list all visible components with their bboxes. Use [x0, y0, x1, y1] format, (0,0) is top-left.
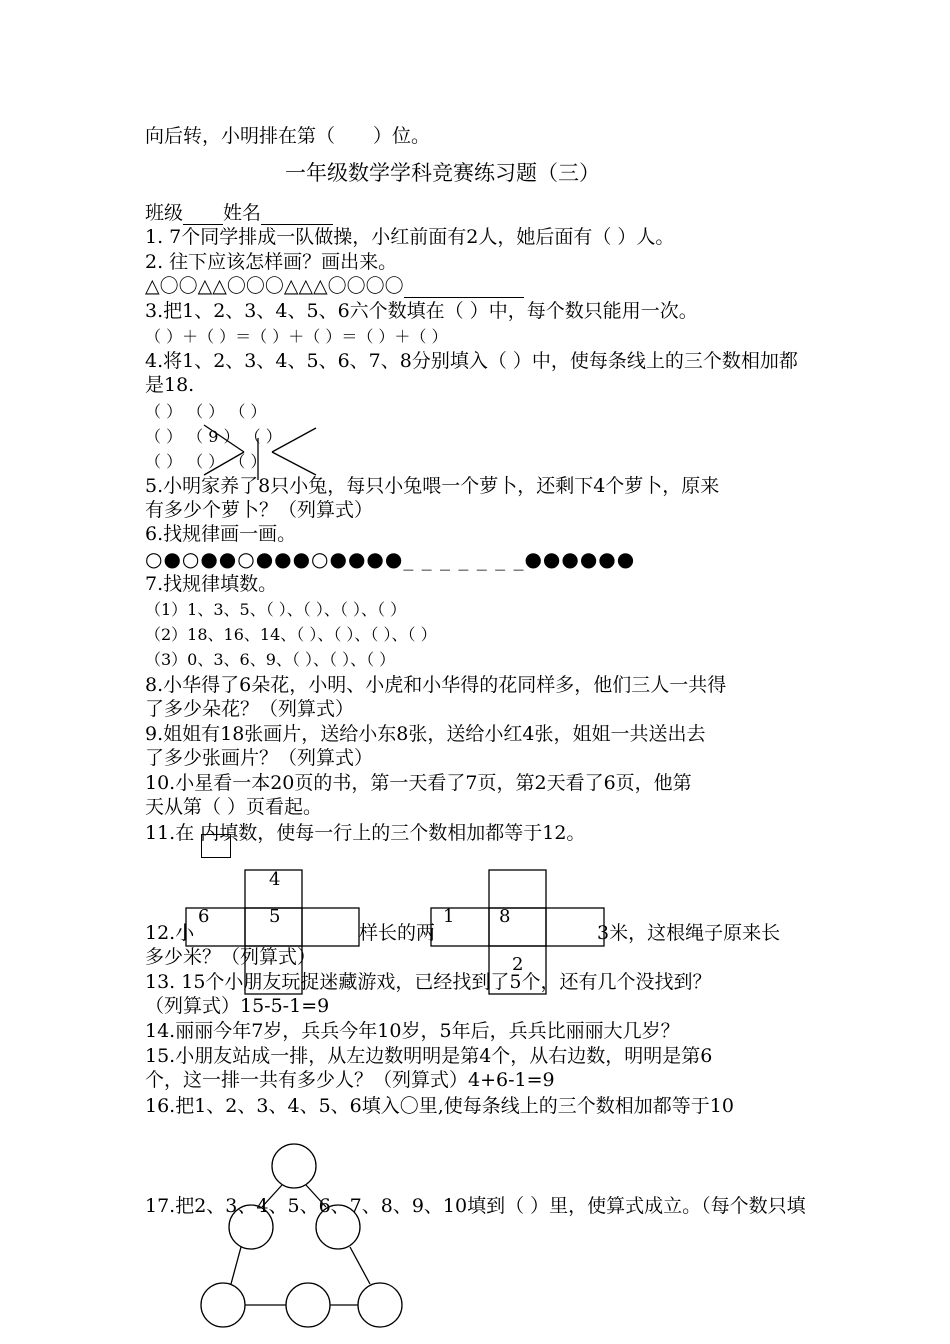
q11-text: 11.在 内填数，使每一行上的三个数相加都等于12。: [145, 822, 586, 844]
q4-row-3: （ ） （ ） （ ）: [145, 452, 267, 471]
q6-pattern-a: ○●○●●○●●●○●●●●: [145, 547, 404, 571]
q7-sub-3: （3）0、3、6、9、（ ）、（ ）、（ ）: [145, 650, 396, 669]
q7-sub-1: （1）1、3、5、（ ）、（ ）、（ ）、（ ）: [145, 600, 407, 619]
q1-text: 1. 7个同学排成一队做操，小红前面有2人，她后面有（ ）人。: [145, 226, 675, 248]
name-blank[interactable]: [261, 204, 333, 225]
cross-left-center-number: 5: [269, 906, 281, 927]
q16-circle-bottom-left: [201, 1283, 245, 1327]
q13-text-b: （列算式）15-5-1=9: [145, 995, 330, 1017]
q6-pattern-b: ●●●●●●: [524, 547, 636, 571]
q12-text-a-end: 3米，这根绳子原来长: [597, 922, 781, 944]
q7-sub-2: （2）18、16、14、（ ）、（ ）、（ ）、（ ）: [145, 625, 437, 644]
name-label: 姓名: [223, 202, 262, 224]
cross-left-left-cell: [186, 908, 245, 946]
page-title: 一年级数学学科竞赛练习题（三）: [285, 161, 600, 185]
class-blank[interactable]: [183, 204, 223, 225]
q4-text-b: 是18.: [145, 374, 195, 396]
q16-circle-top: [272, 1144, 316, 1188]
q12-text-a-start: 12.小: [145, 922, 195, 944]
q9-text-a: 9.姐姐有18张画片，送给小东8张，送给小红4张，姐姐一共送出去: [145, 723, 706, 745]
q12-text-a-mid: 样长的两: [359, 922, 436, 944]
q6-pattern-line: [145, 547, 635, 571]
q4-row-2: （ ） （ 9 ） （ ）: [145, 427, 282, 446]
cross-right-center-cell: [489, 908, 546, 946]
q10-text-a: 10.小星看一本20页的书，第一天看了7页，第2天看了6页，他第: [145, 772, 692, 794]
q4-row-1: （ ） （ ） （ ）: [145, 402, 267, 421]
q11-box-symbol: [201, 834, 231, 858]
q14-text: 14.丽丽今年7岁，兵兵今年10岁，5年后，兵兵比丽丽大几岁？: [145, 1020, 680, 1042]
q8-text-a: 8.小华得了6朵花，小明、小虎和小华得的花同样多，他们三人一共得: [145, 674, 727, 696]
cross-right-center-number: 8: [499, 906, 511, 927]
q5-text-a: 5.小明家养了8只小兔，每只小兔喂一个萝卜，还剩下4个萝卜，原来: [145, 475, 720, 497]
q6-text: 6.找规律画一画。: [145, 523, 297, 545]
q15-text-b: 个，这一排一共有多少人？（列算式）4+6-1=9: [145, 1069, 555, 1091]
q16-circle-bottom-right: [358, 1283, 402, 1327]
q3-text: 3.把1、2、3、4、5、6六个数填在（ ）中，每个数只能用一次。: [145, 300, 698, 322]
class-name-line: [145, 201, 333, 225]
q3-equation: （ ）＋（ ）＝（ ）＋（ ）＝（ ）＋（ ）: [145, 327, 448, 346]
q16-edge-4: [350, 1247, 370, 1284]
q16-edge-3: [231, 1247, 241, 1284]
q9-text-b: 了多少张画片？（列算式）: [145, 747, 374, 769]
q7-text: 7.找规律填数。: [145, 573, 278, 595]
class-label: 班级: [145, 202, 184, 224]
q15-text-a: 15.小朋友站成一排，从左边数明明是第4个，从右边数，明明是第6: [145, 1045, 713, 1067]
q4-text-a: 4.将1、2、3、4、5、6、7、8分别填入（ ）中，使每条线上的三个数相加都: [145, 350, 798, 372]
cross-left-right-cell: [302, 908, 359, 946]
q12-text-b: 多少米？（列算式）: [145, 946, 317, 968]
q8-text-b: 了多少朵花？（列算式）: [145, 698, 355, 720]
top-line: 向后转，小明排在第（ ）位。: [145, 125, 431, 147]
cross-right-left-number: 1: [443, 906, 455, 927]
q13-text-a: 13. 15个小朋友玩捉迷藏游戏，已经找到了5个，还有几个没找到？: [145, 971, 712, 993]
q5-text-b: 有多少个萝卜？（列算式）: [145, 499, 374, 521]
q2-text: 2. 往下应该怎样画？画出来。: [145, 251, 398, 273]
q2-shapes: △〇〇△△〇〇〇△△△〇〇〇〇: [145, 275, 404, 297]
q16-circle-triangle: [201, 1144, 402, 1327]
q4-line-5: [272, 452, 316, 475]
cross-right-right-cell: [546, 908, 604, 946]
q16-text: 16.把1、2、3、4、5、6填入〇里,使每条线上的三个数相加都等于10: [145, 1095, 734, 1117]
q17-text: 17.把2、3、4、5、6、7、8、9、10填到（ ）里，使算式成立。（每个数只填: [145, 1195, 806, 1217]
q2-shapes-line: [145, 274, 524, 298]
cross-right-left-cell: [431, 908, 489, 946]
cross-right-top-cell: [489, 870, 546, 908]
q10-text-b: 天从第（ ）页看起。: [145, 796, 323, 818]
q6-blank[interactable]: _ _ _ _ _ _ _: [403, 547, 525, 571]
cross-left-top-number: 4: [269, 869, 281, 890]
q16-circle-bottom-mid: [286, 1283, 330, 1327]
cross-right-bottom-number: 2: [512, 954, 524, 975]
cross-left-left-number: 6: [198, 906, 210, 927]
q2-answer-blank[interactable]: [404, 277, 524, 298]
